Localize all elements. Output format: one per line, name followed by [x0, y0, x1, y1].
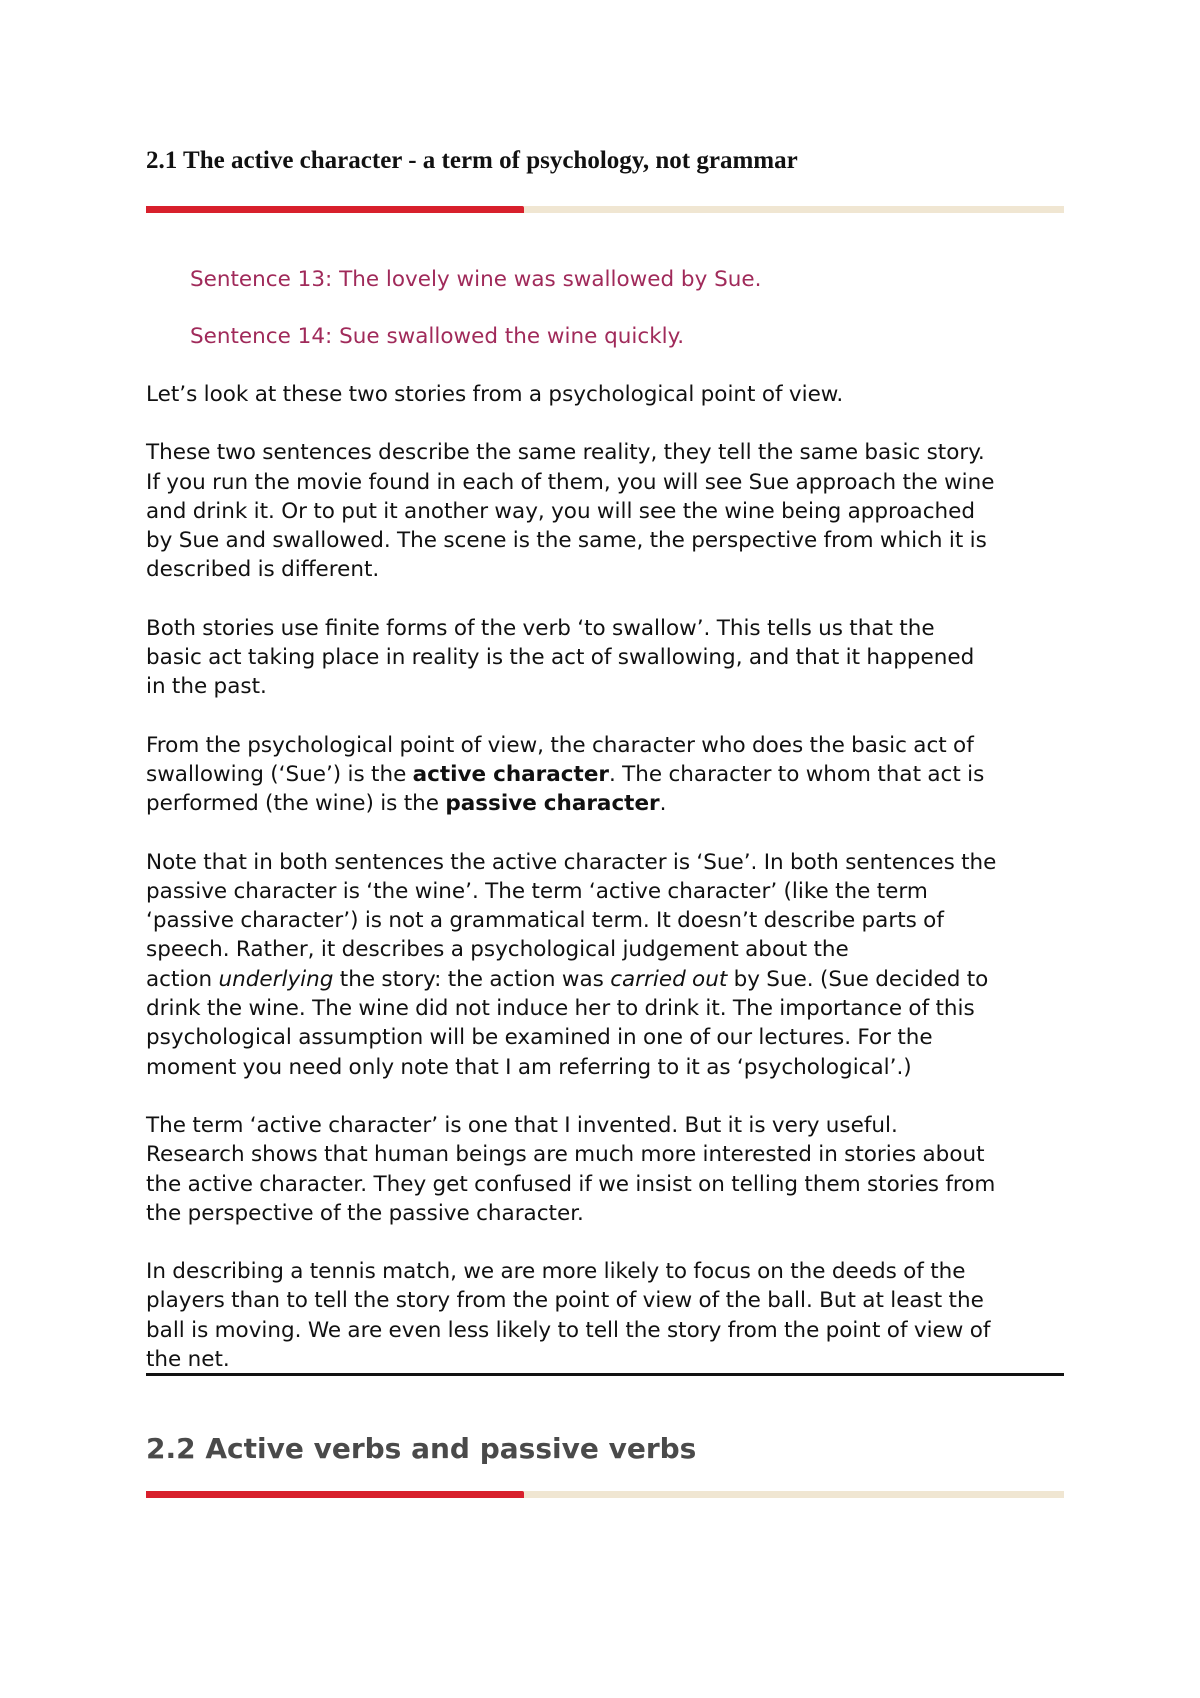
section-end-rule — [146, 1373, 1064, 1376]
paragraph: Both stories use finite forms of the verb ‘to swallow’. This tells us that the basic act taking place in reality is the act of swallowing, and that it happened in the past. — [146, 615, 975, 700]
section-divider-rule — [146, 1491, 1064, 1498]
emphasis-carried-out: carried out — [610, 966, 728, 992]
paragraph: These two sentences describe the same reality, they tell the same basic story. If you run the movie found in each of them, you will see Sue approach the wine and drink it. Or to put it another way, you will see the wine being approached by Sue and swallowed. The scene is the same, the perspective from which it is described is different. — [146, 440, 995, 583]
section-divider-rule — [146, 206, 1064, 213]
term-active-character: active character — [412, 761, 609, 787]
divider-accent — [146, 206, 524, 213]
divider-accent — [146, 1491, 524, 1498]
emphasis-underlying: underlying — [218, 966, 334, 992]
example-sentence-14: Sentence 14: Sue swallowed the wine quickly. — [190, 324, 685, 349]
paragraph: In describing a tennis match, we are more likely to focus on the deeds of the players than to tell the story from the point of view of the ball. But at least the ball is moving. We are even less likely to tell the story from the point of view of the net. — [146, 1259, 991, 1373]
section-heading-2-1: 2.1 The active character - a term of psychology, not grammar — [146, 147, 798, 174]
paragraph: From the psychological point of view, the character who does the basic act of swallowing (‘Sue’) is the active character. The character to whom that act is performed (the wine) is the passive character. — [146, 732, 985, 817]
paragraph: Note that in both sentences the active character is ‘Sue’. In both sentences the passive character is ‘the wine’. The term ‘active character’ (like the term ‘passive character’) is not a grammatical term. It doesn’t describe parts of speech. Rather, it describes a psychological judgement about the action underlying the story: the action was carried out by Sue. (Sue decided to drink the wine. The wine did not induce her to drink it. The importance of this psychological assumption will be examined in one of our lectures. For the moment you need only note that I am referring to it as ‘psychological’.) — [146, 849, 997, 1080]
paragraph: The term ‘active character’ is one that I invented. But it is very useful. Research shows that human beings are much more interested in stories about the active character. They get confused if we insist on telling them stories from the perspective of the passive character. — [146, 1112, 996, 1226]
term-passive-character: passive character — [445, 791, 660, 817]
example-sentence-13: Sentence 13: The lovely wine was swallowed by Sue. — [190, 267, 762, 292]
section-heading-2-2: 2.2 Active verbs and passive verbs — [146, 1432, 697, 1465]
paragraph: Let’s look at these two stories from a psychological point of view. — [146, 382, 844, 407]
body-text — [146, 380, 1066, 1374]
